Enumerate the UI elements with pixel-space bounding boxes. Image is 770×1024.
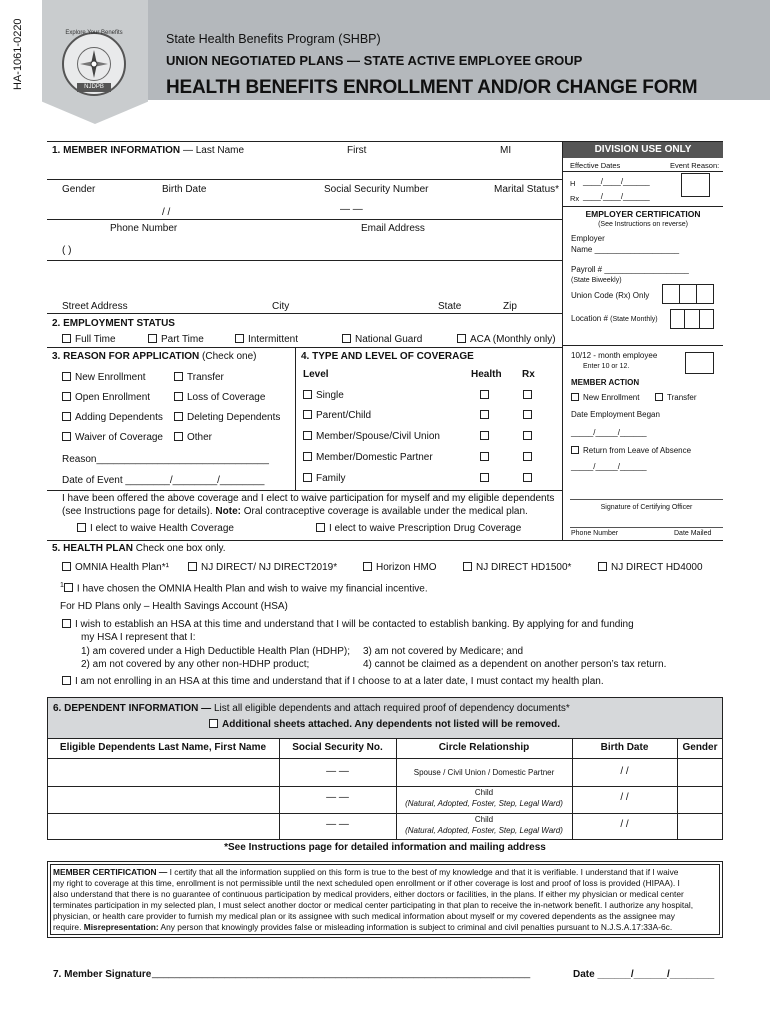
division-title: DIVISION USE ONLY: [563, 142, 723, 158]
checkbox-icon[interactable]: [62, 412, 71, 421]
level-member-spouse[interactable]: Member/Spouse/Civil Union: [303, 431, 440, 442]
col-dependent-name: Eligible Dependents Last Name, First Name: [59, 742, 267, 753]
checkbox-icon[interactable]: [598, 562, 607, 571]
form-number: HA-1061-0220: [12, 18, 24, 90]
rx-spouse-checkbox[interactable]: [523, 431, 536, 442]
checkbox-icon[interactable]: [303, 431, 312, 440]
level-single[interactable]: Single: [303, 390, 344, 401]
health-spouse-checkbox[interactable]: [480, 431, 493, 442]
waive-rx[interactable]: I elect to waive Prescription Drug Coverage: [316, 523, 521, 534]
reason-divider: [295, 347, 296, 490]
emp-intermittent[interactable]: Intermittent: [235, 334, 298, 345]
checkbox-icon[interactable]: [62, 392, 71, 401]
dep-name-field[interactable]: [48, 759, 279, 786]
checkbox-icon[interactable]: [523, 390, 532, 399]
row-line: [47, 313, 562, 314]
member-signature-field[interactable]: ____________________________________________________________________: [152, 968, 531, 979]
plan-hd1500[interactable]: NJ DIRECT HD1500*: [463, 562, 571, 573]
address-field[interactable]: [47, 264, 562, 294]
checkbox-icon[interactable]: [523, 452, 532, 461]
level-parent-child[interactable]: Parent/Child: [303, 410, 371, 421]
checkbox-icon[interactable]: [174, 432, 183, 441]
dep-name-field[interactable]: [48, 787, 279, 813]
rx-family-checkbox[interactable]: [523, 473, 536, 484]
dep-birth-date-field[interactable]: / /: [620, 792, 629, 803]
health-plan-title: 5. HEALTH PLAN Check one box only.: [52, 543, 226, 554]
employer-cert-title: EMPLOYER CERTIFICATION: [585, 209, 701, 219]
plan-hd4000[interactable]: NJ DIRECT HD4000: [598, 562, 703, 573]
h-date-field[interactable]: ____/____/______: [583, 177, 650, 186]
checkbox-icon[interactable]: [457, 334, 466, 343]
dep-gender-field[interactable]: [678, 787, 722, 813]
hsa-represent: my HSA I represent that I:: [81, 632, 196, 643]
see-instructions: (See Instructions on reverse): [598, 221, 688, 228]
checkbox-icon[interactable]: [303, 410, 312, 419]
checkbox-icon[interactable]: [62, 619, 71, 628]
rx-single-checkbox[interactable]: [523, 390, 536, 401]
dep-relationship[interactable]: Child: [474, 788, 494, 797]
row-line: [47, 490, 562, 491]
emp-full-time[interactable]: Full Time: [62, 334, 116, 345]
hsa-title: For HD Plans only – Health Savings Account (HSA): [60, 601, 288, 612]
health-single-checkbox[interactable]: [480, 390, 493, 401]
checkbox-icon[interactable]: [303, 473, 312, 482]
program-name: State Health Benefits Program (SHBP): [166, 32, 381, 46]
plan-omnia[interactable]: OMNIA Health Plan*¹: [62, 562, 169, 573]
health-domestic-checkbox[interactable]: [480, 452, 493, 463]
division-phone-label: Phone Number: [571, 530, 619, 537]
phone-field[interactable]: ( ): [62, 245, 72, 256]
checkbox-icon[interactable]: [571, 446, 579, 454]
first-name-label: First: [347, 145, 367, 156]
gender-label: Gender: [62, 184, 96, 195]
dependent-section-title: 6. DEPENDENT INFORMATION — List all eligible dependents and attach required proof of dependency documents*: [53, 703, 570, 714]
checkbox-icon[interactable]: [62, 334, 71, 343]
location-boxes[interactable]: [670, 309, 714, 329]
reason-loss-coverage[interactable]: Loss of Coverage: [174, 392, 265, 403]
checkbox-icon[interactable]: [480, 452, 489, 461]
hsa-establish[interactable]: I wish to establish an HSA at this time and understand that I will be contacted to establish banking. By applying for and funding: [62, 619, 634, 630]
checkbox-icon[interactable]: [523, 473, 532, 482]
dep-name-field[interactable]: [48, 814, 279, 840]
dependents-footer: *See Instructions page for detailed information and mailing address: [224, 842, 546, 853]
checkbox-icon[interactable]: [316, 523, 325, 532]
union-code-label: Union Code (Rx) Only: [571, 291, 650, 300]
birth-date-label: Birth Date: [162, 184, 207, 195]
state-label: State: [438, 301, 462, 312]
ssn-label: Social Security Number: [324, 184, 429, 195]
ten-twelve-box[interactable]: [685, 352, 714, 374]
health-family-checkbox[interactable]: [480, 473, 493, 484]
dep-relationship-detail: (Natural, Adopted, Foster, Step, Legal Ward): [405, 799, 563, 808]
col-relationship: Circle Relationship: [438, 742, 530, 753]
checkbox-icon[interactable]: [342, 334, 351, 343]
plan-horizon-hmo[interactable]: Horizon HMO: [363, 562, 437, 573]
checkbox-icon[interactable]: [174, 392, 183, 401]
dep-birth-date-field[interactable]: / /: [620, 766, 629, 777]
ssn-field[interactable]: — —: [340, 204, 363, 215]
division-divider: [562, 141, 563, 541]
reason-transfer[interactable]: Transfer: [174, 372, 224, 383]
omnia-waive[interactable]: $^1$ I have chosen the OMNIA Health Plan and wish to waive my financial incentive.: [60, 582, 428, 595]
row-line: [563, 345, 723, 346]
dep-ssn-field[interactable]: — —: [326, 766, 349, 777]
action-new-enrollment[interactable]: New Enrollment: [571, 393, 639, 402]
compass-icon: [77, 47, 111, 81]
street-label: Street Address: [62, 301, 128, 312]
event-reason-label: Event Reason:: [670, 161, 720, 170]
date-employment-field[interactable]: _____/_____/______: [571, 428, 647, 437]
emp-national-guard[interactable]: National Guard: [342, 334, 422, 345]
row-line: [47, 347, 562, 348]
checkbox-icon[interactable]: [174, 372, 183, 381]
union-code-boxes[interactable]: [662, 284, 714, 304]
reason-other[interactable]: Other: [174, 432, 212, 443]
reason-new-enrollment[interactable]: New Enrollment: [62, 372, 146, 383]
return-date-field[interactable]: _____/_____/______: [571, 462, 647, 471]
waiver-text-1: I have been offered the above coverage and I elect to waive participation for myself and my eligible dependents: [62, 493, 555, 504]
checkbox-icon[interactable]: [480, 431, 489, 440]
email-label: Email Address: [361, 223, 425, 234]
row-line: [47, 540, 723, 541]
health-parent-checkbox[interactable]: [480, 410, 493, 421]
level-family[interactable]: Family: [303, 473, 345, 484]
hsa-point-2: 2) am not covered by any other non-HDHP product;: [81, 659, 310, 670]
additional-sheets[interactable]: Additional sheets attached. Any dependents not listed will be removed.: [209, 719, 560, 730]
col-gender: Gender: [682, 742, 718, 753]
member-signature-label: 7. Member Signature: [53, 969, 152, 980]
dep-ssn-field[interactable]: — —: [326, 792, 349, 803]
row-line: [47, 260, 562, 261]
checkbox-icon[interactable]: [463, 562, 472, 571]
dep-relationship[interactable]: Child: [474, 815, 494, 824]
plan-nj-direct[interactable]: NJ DIRECT/ NJ DIRECT2019*: [188, 562, 337, 573]
checkbox-icon[interactable]: [655, 393, 663, 401]
hsa-point-4: 4) cannot be claimed as a dependent on another person’s tax return.: [363, 659, 667, 670]
reason-open-enrollment[interactable]: Open Enrollment: [62, 392, 150, 403]
checkbox-icon[interactable]: [62, 372, 71, 381]
location-label: Location # (State Monthly): [571, 314, 658, 323]
waiver-text-2: (see Instructions page for details). Note: Oral contraceptive coverage is available under the medical plan.: [62, 506, 528, 517]
coverage-section-title: 4. TYPE AND LEVEL OF COVERAGE: [301, 351, 474, 362]
marital-status-label: Marital Status*: [494, 184, 560, 195]
ten-twelve-label: 10/12 - month employee: [571, 351, 658, 360]
checkbox-icon[interactable]: [523, 410, 532, 419]
enter-ten-twelve: Enter 10 or 12.: [583, 363, 630, 370]
action-transfer[interactable]: Transfer: [655, 393, 697, 402]
emp-part-time[interactable]: Part Time: [148, 334, 204, 345]
checkbox-icon[interactable]: [64, 583, 73, 592]
health-header: Health: [471, 369, 502, 380]
level-header: Level: [303, 369, 329, 380]
seal-tag: NJDPB: [77, 83, 111, 92]
row-line: [47, 219, 562, 220]
rx-date-field[interactable]: ____/____/______: [583, 192, 650, 201]
rx-domestic-checkbox[interactable]: [523, 452, 536, 463]
effective-dates-label: Effective Dates: [570, 161, 621, 170]
group-name: UNION NEGOTIATED PLANS — STATE ACTIVE EMPLOYEE GROUP: [166, 53, 583, 68]
row-line: [563, 206, 723, 207]
checkbox-icon[interactable]: [363, 562, 372, 571]
phone-label: Phone Number: [110, 223, 178, 234]
reason-deleting-dependents[interactable]: Deleting Dependents: [174, 412, 280, 423]
checkbox-icon[interactable]: [77, 523, 86, 532]
member-section-title: 1. MEMBER INFORMATION — Last Name: [52, 145, 245, 156]
signature-line: [570, 499, 723, 500]
reason-adding-dependents[interactable]: Adding Dependents: [62, 412, 163, 423]
row-line: [563, 171, 723, 172]
checkbox-icon[interactable]: [209, 719, 218, 728]
employer-label: Employer: [571, 234, 605, 243]
checkbox-icon[interactable]: [571, 393, 579, 401]
col-birth-date: Birth Date: [600, 742, 649, 753]
state-biweekly: (State Biweekly): [571, 277, 622, 284]
checkbox-icon[interactable]: [62, 676, 71, 685]
checkbox-icon[interactable]: [480, 410, 489, 419]
level-member-domestic[interactable]: Member/Domestic Partner: [303, 452, 433, 463]
dep-gender-field[interactable]: [678, 814, 722, 840]
employment-section-title: 2. EMPLOYMENT STATUS: [52, 318, 175, 329]
certifying-signature-label: Signature of Certifying Officer: [600, 504, 693, 511]
emp-aca[interactable]: ACA (Monthly only): [457, 334, 556, 345]
checkbox-icon[interactable]: [235, 334, 244, 343]
zip-label: Zip: [503, 301, 517, 312]
employer-name-field[interactable]: Name ___________________: [571, 245, 680, 254]
reason-section-title: 3. REASON FOR APPLICATION (Check one): [52, 351, 257, 362]
email-field[interactable]: [300, 238, 560, 258]
mi-label: MI: [500, 145, 512, 156]
dep-ssn-field[interactable]: — —: [326, 819, 349, 830]
date-employment-began-label: Date Employment Began: [571, 410, 660, 419]
rx-parent-checkbox[interactable]: [523, 410, 536, 421]
date-mailed-label: Date Mailed: [674, 530, 712, 537]
checkbox-icon[interactable]: [523, 431, 532, 440]
dep-gender-field[interactable]: [678, 759, 722, 786]
dep-birth-date-field[interactable]: / /: [620, 819, 629, 830]
reason-text-field[interactable]: Reason_______________________________: [62, 454, 269, 465]
reason-waiver[interactable]: Waiver of Coverage: [62, 432, 163, 443]
hsa-not-enrolling[interactable]: I am not enrolling in an HSA at this time and understand that if I choose to at a later date, I must contact my health plan.: [62, 676, 604, 687]
dep-relationship[interactable]: Spouse / Civil Union / Domestic Partner: [413, 768, 555, 777]
certification-text: MEMBER CERTIFICATION — I certify that all the information supplied on this form is true to the best of my knowledge and that it is verifiable. I understand that if I waive my right to coverage at this time, enrollment is not permissible until the next scheduled open enrollment or if other coverage is lost and proof of loss is provided (HIPAA). I also understand that there is no guarantee of continuous participation by medical providers, either doctors or facilities, in the plans. If either my physician or medical center terminates participation in my selected plan, I must select another doctor or medical center participating in that plan to receive the in-network benefit. I authorize any hospital, physician, or health care provider to furnish my medical plan or its assignee with such medical information about myself or my covered dependents as the assignee may require. Misrepresentation: Any person that knowingly provides false or misleading information is subject to criminal and civil penalties pursuant to N.J.S.A.17:33A-6c.: [53, 867, 694, 932]
date-of-event-field[interactable]: Date of Event ________/________/________: [62, 475, 265, 486]
event-reason-box[interactable]: [681, 173, 710, 197]
checkbox-icon[interactable]: [62, 432, 71, 441]
checkbox-icon[interactable]: [148, 334, 157, 343]
payroll-field[interactable]: Payroll # ___________________: [571, 265, 689, 274]
hsa-point-1: 1) am covered under a High Deductible Health Plan (HDHP);: [81, 646, 351, 657]
checkbox-icon[interactable]: [480, 390, 489, 399]
rx-header: Rx: [522, 369, 535, 380]
signature-date-field[interactable]: Date ______/______/________: [573, 969, 715, 980]
checkbox-icon[interactable]: [188, 562, 197, 571]
member-action-title: MEMBER ACTION: [571, 378, 640, 387]
birth-date-field[interactable]: / /: [162, 207, 171, 218]
phone-date-line: [570, 527, 723, 528]
checkbox-icon[interactable]: [303, 390, 312, 399]
dep-relationship-detail: (Natural, Adopted, Foster, Step, Legal Ward): [405, 826, 563, 835]
h-label: H: [570, 179, 576, 188]
name-field[interactable]: [47, 160, 562, 178]
checkbox-icon[interactable]: [480, 473, 489, 482]
checkbox-icon[interactable]: [62, 562, 71, 571]
form-title: HEALTH BENEFITS ENROLLMENT AND/OR CHANGE FORM: [166, 77, 698, 98]
checkbox-icon[interactable]: [303, 452, 312, 461]
hsa-point-3: 3) am not covered by Medicare; and: [363, 646, 524, 657]
city-label: City: [272, 301, 290, 312]
waive-health[interactable]: I elect to waive Health Coverage: [77, 523, 234, 534]
rx-label: Rx: [570, 194, 580, 203]
row-line: [47, 179, 562, 180]
seal-text: Explore Your Benefits: [65, 30, 123, 36]
checkbox-icon[interactable]: [174, 412, 183, 421]
return-from-leave[interactable]: Return from Leave of Absence: [571, 446, 691, 455]
col-ssn: Social Security No.: [292, 742, 383, 753]
